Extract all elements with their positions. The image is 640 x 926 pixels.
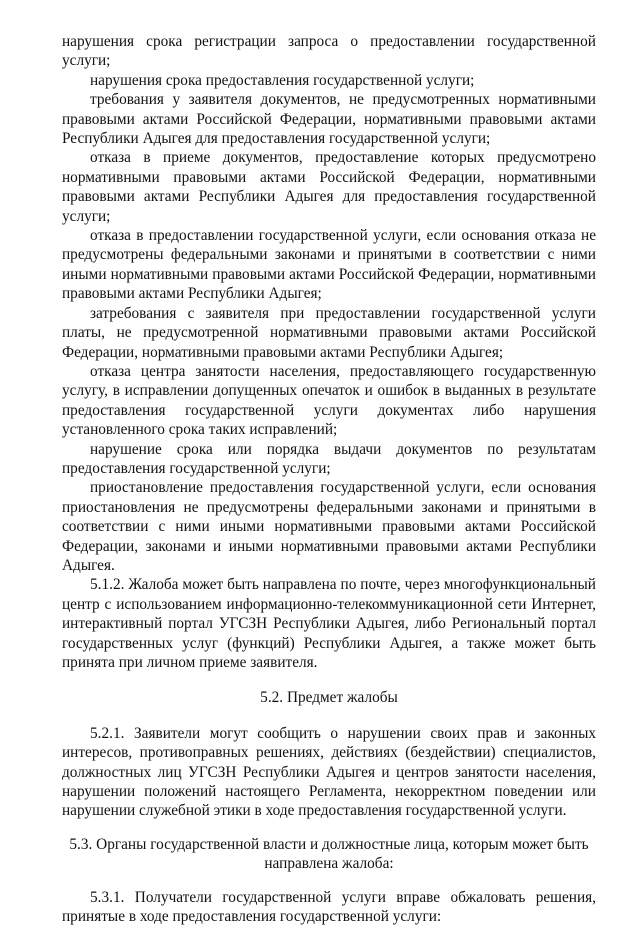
spacer [62, 672, 596, 688]
paragraph-refusal-acceptance: отказа в приеме документов, предоставление которых предусмотрено нормативными правовыми актами Российской Федерации, нормативными правовыми актами Республики Адыгея для предоставления государственной услуги; [62, 149, 596, 225]
paragraph-fee-demand: затребования с заявителя при предоставлении государственной услуги платы, не предусмотренной нормативными правовыми актами Российской Федерации, нормативными правовыми актами Республики Адыгея; [62, 304, 596, 361]
paragraph-5-2-1: 5.2.1. Заявители могут сообщить о нарушении своих прав и законных интересов, противоправных решениях, действиях (бездействии) специалистов, должностных лиц УГСЗН Республики Адыгея и центров занятости населения, нарушении положений настоящего Регламента, некорректном поведении или нарушении служебной этики в ходе предоставления государственной услуги. [62, 724, 596, 820]
paragraph-5-1-2: 5.1.2. Жалоба может быть направлена по почте, через многофункциональный центр с использованием информационно-телекоммуникационной сети Интернет, интерактивный портал УГСЗН Республики Адыгея, либо Региональный портал государственных услуг (функций) Республики Адыгея, а также может быть принята при личном приеме заявителя. [62, 576, 596, 671]
section-heading-5-3: 5.3. Органы государственной власти и должностные лица, которым может быть направлена жалоба: [69, 835, 589, 873]
paragraph-registration-deadline: нарушения срока регистрации запроса о предоставлении государственной услуги; [62, 33, 596, 70]
spacer [62, 874, 596, 888]
section-heading-5-2: 5.2. Предмет жалобы [260, 689, 398, 707]
spacer [62, 821, 596, 835]
paragraph-suspension: приостановление предоставления государственной услуги, если основания приостановления не предусмотрены федеральными законами и принятыми в соответствии с ними иными нормативными правовыми актами Российской Федерации, законами и иными нормативными правовыми актами Республики Адыгея. [62, 479, 596, 574]
paragraph-refusal-service: отказа в предоставлении государственной услуги, если основания отказа не предусмотрены федеральными законами и принятыми в соответствии с ними иными нормативными правовыми актами Российской Федерации, нормативными правовыми актами Республики Адыгея; [62, 227, 596, 303]
paragraph-issuance-order: нарушение срока или порядка выдачи документов по результатам предоставления государственной услуги; [62, 440, 596, 477]
paragraph-typo-correction: отказа центра занятости населения, предоставляющего государственную услугу, в исправлении допущенных опечаток и ошибок в выданных в результате предоставления государственной услуги документах либо нарушения установленного срока таких исправлений; [62, 362, 596, 439]
paragraph-5-3-1: 5.3.1. Получатели государственной услуги вправе обжаловать решения, принятые в ходе предоставления государственной услуги: [62, 888, 596, 926]
paragraph-service-deadline: нарушения срока предоставления государственной услуги; [90, 71, 475, 89]
paragraph-extra-documents: требования у заявителя документов, не предусмотренных нормативными правовыми актами Российской Федерации, нормативными правовыми актами Республики Адыгея для предоставления государственной услуги; [62, 91, 596, 148]
spacer [62, 708, 596, 724]
